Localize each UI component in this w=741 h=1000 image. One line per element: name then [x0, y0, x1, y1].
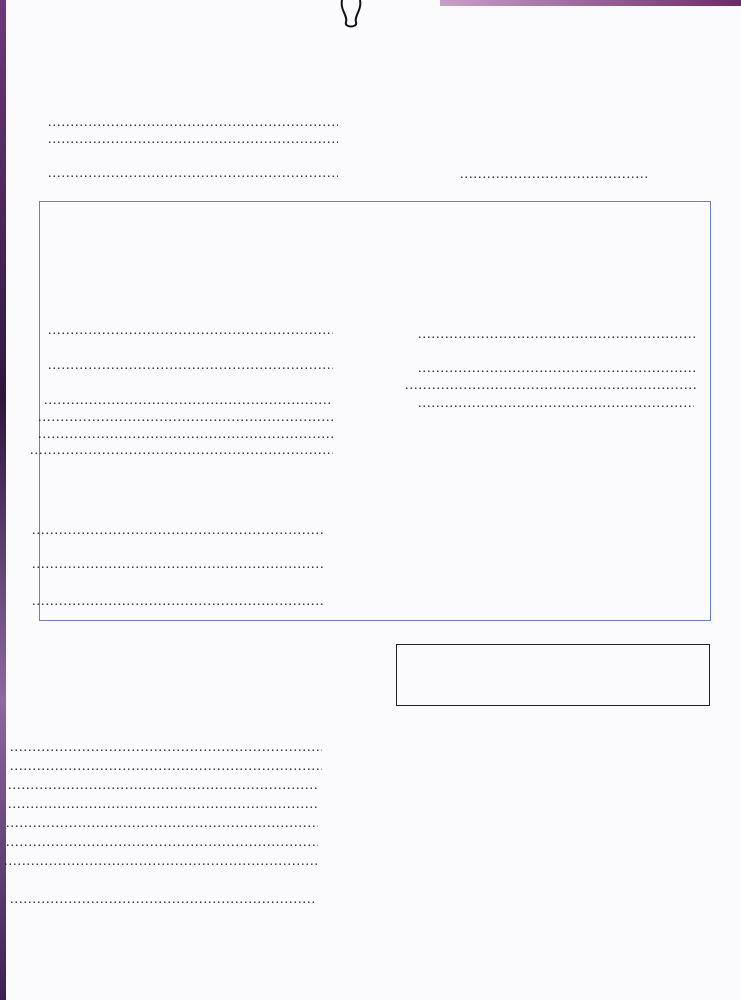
menu-item — [4, 854, 318, 870]
leader-dots — [48, 115, 338, 131]
menu-item — [48, 323, 333, 339]
menu-item — [418, 327, 698, 343]
leader-dots — [10, 892, 315, 908]
menu-item — [48, 115, 338, 131]
leader-dots — [6, 816, 318, 832]
leader-dots — [48, 323, 333, 339]
menu-item — [32, 523, 324, 539]
menu-item — [418, 361, 698, 377]
menu-item — [30, 443, 333, 459]
leader-dots — [418, 361, 698, 377]
leader-dots — [48, 358, 333, 374]
menu-item — [48, 166, 338, 182]
leader-dots — [460, 167, 650, 183]
leader-dots — [38, 410, 333, 426]
menu-item — [405, 378, 698, 394]
menu-item — [10, 892, 315, 908]
menu-item — [460, 167, 650, 183]
menu-item — [6, 816, 318, 832]
menu-item — [6, 835, 318, 851]
leader-dots — [405, 378, 698, 394]
senior-portions-box — [396, 644, 710, 706]
leader-dots — [48, 132, 338, 148]
leader-dots — [10, 759, 322, 775]
menu-item — [32, 594, 324, 610]
leader-dots — [4, 854, 318, 870]
menu-item — [38, 427, 333, 443]
menu-item — [10, 740, 322, 756]
menu-item — [38, 410, 333, 426]
leader-dots — [48, 166, 338, 182]
menu-item — [8, 797, 318, 813]
leader-dots — [30, 443, 333, 459]
leader-dots — [32, 557, 324, 573]
menu-item — [44, 393, 333, 409]
leader-dots — [418, 327, 698, 343]
leader-dots — [8, 797, 318, 813]
menu-item — [10, 759, 322, 775]
leader-dots — [8, 778, 318, 794]
menu-item — [32, 557, 324, 573]
leader-dots — [418, 396, 694, 412]
page-top-border — [440, 0, 741, 6]
leader-dots — [38, 427, 333, 443]
top-ornament-icon — [332, 0, 372, 30]
menu-item — [48, 358, 333, 374]
leader-dots — [32, 523, 324, 539]
leader-dots — [6, 835, 318, 851]
leader-dots — [10, 740, 322, 756]
menu-item — [418, 396, 694, 412]
menu-item — [8, 778, 318, 794]
menu-item — [48, 132, 338, 148]
leader-dots — [44, 393, 333, 409]
leader-dots — [32, 594, 324, 610]
